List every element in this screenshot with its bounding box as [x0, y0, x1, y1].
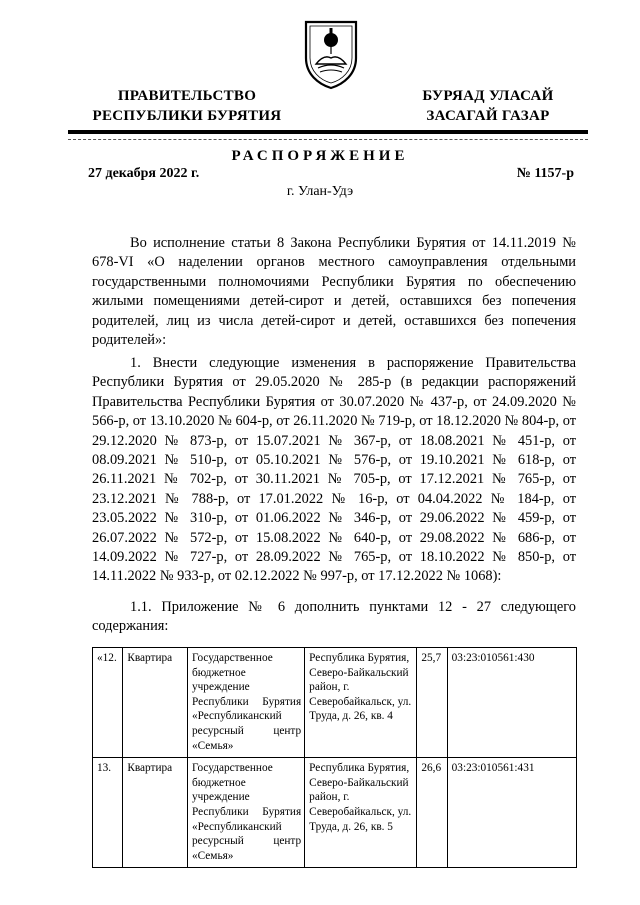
government-name-line2: РЕСПУБЛИКИ БУРЯТИЯ [92, 108, 282, 124]
property-type: Квартира [123, 758, 188, 868]
property-address: Республика Бурятия, Северо-Байкальский район, г. Северобайкальск, ул. Труда, д. 26, кв. 5 [305, 758, 417, 868]
government-name-buryat-line2: ЗАСАГАЙ ГАЗАР [426, 108, 550, 124]
property-address: Республика Бурятия, Северо-Байкальский район, г. Северобайкальск, ул. Труда, д. 26, кв. 4 [305, 648, 417, 758]
header-divider-dashed [68, 139, 588, 140]
amendment-paragraph: 1. Внести следующие изменения в распоряжение Правительства Республики Бурятия от 29.05.2020 № 285-р (в редакции распоряжений Правительства Республики Бурятия от 30.07.2020 № 437-р, от 24.09.2020 № 566-р, от 13.10.2020 № 604-р, от 26.11.2020 № 719-р, от 18.12.2020 № 804-р, от 29.12.2020 № 873-р, от 15.07.2021 № 367-р, от 18.08.2021 № 451-р, от 08.09.2021 № 510-р, от 05.10.2021 № 576-р, от 19.10.2021 № 618-р, от 26.11.2021 № 702-р, от 30.11.2021 № 705-р, от 17.12.2021 № 765-р, от 23.12.2021 № 788-р, от 17.01.2022 № 16-р, от 04.04.2022 № 184-р, от 23.05.2022 № 310-р, от 01.06.2022 № 346-р, от 29.06.2022 № 459-р, от 26.07.2022 № 572-р, от 15.08.2022 № 640-р, от 29.08.2022 № 686-р, от 14.09.2022 № 727-р, от 28.09.2022 № 765-р, от 18.10.2022 № 850-р, от 14.11.2022 № 933-р, от 02.12.2022 № 997-р, от 17.12.2022 № 1068): [92, 355, 576, 585]
property-table [92, 647, 577, 868]
government-name-buryat-line1: БУРЯАД УЛАСАЙ [422, 88, 554, 104]
preamble-paragraph: Во исполнение статьи 8 Закона Республики Бурятия от 14.11.2019 № 678-VI «О наделении органов местного самоуправления отдельными государственными полномочиями Республики Бурятия по обеспечению жилыми помещениями детей-сирот и детей, оставшихся без попечения родителей, лиц из числа детей-сирот и детей, оставшихся без попечения родителей»: [92, 235, 576, 349]
property-area: 26,6 [417, 758, 447, 868]
table-row [93, 648, 577, 758]
document-date: 27 декабря 2022 г. [88, 166, 200, 181]
document-number: № 1157-р [516, 166, 574, 181]
appendix-paragraph: 1.1. Приложение № 6 дополнить пунктами 12 - 27 следующего содержания: [92, 599, 576, 635]
cadastral-number: 03:23:010561:430 [447, 648, 576, 758]
table-row [93, 758, 577, 868]
document-title: РАСПОРЯЖЕНИЕ [231, 148, 409, 164]
property-holder: Государственное бюджетное учреждение Республики Бурятия «Республиканский ресурсный центр «Семья» [187, 648, 304, 758]
document-city: г. Улан-Удэ [286, 184, 354, 199]
property-holder: Государственное бюджетное учреждение Республики Бурятия «Республиканский ресурсный центр «Семья» [187, 758, 304, 868]
row-number: «12. [93, 648, 123, 758]
cadastral-number: 03:23:010561:431 [447, 758, 576, 868]
property-type: Квартира [123, 648, 188, 758]
row-number: 13. [93, 758, 123, 868]
coat-of-arms-icon [298, 18, 364, 90]
header-divider [68, 130, 588, 134]
government-name-line1: ПРАВИТЕЛЬСТВО [117, 88, 257, 104]
property-area: 25,7 [417, 648, 447, 758]
government-name-buryat [388, 86, 588, 126]
government-name-russian [72, 86, 302, 126]
